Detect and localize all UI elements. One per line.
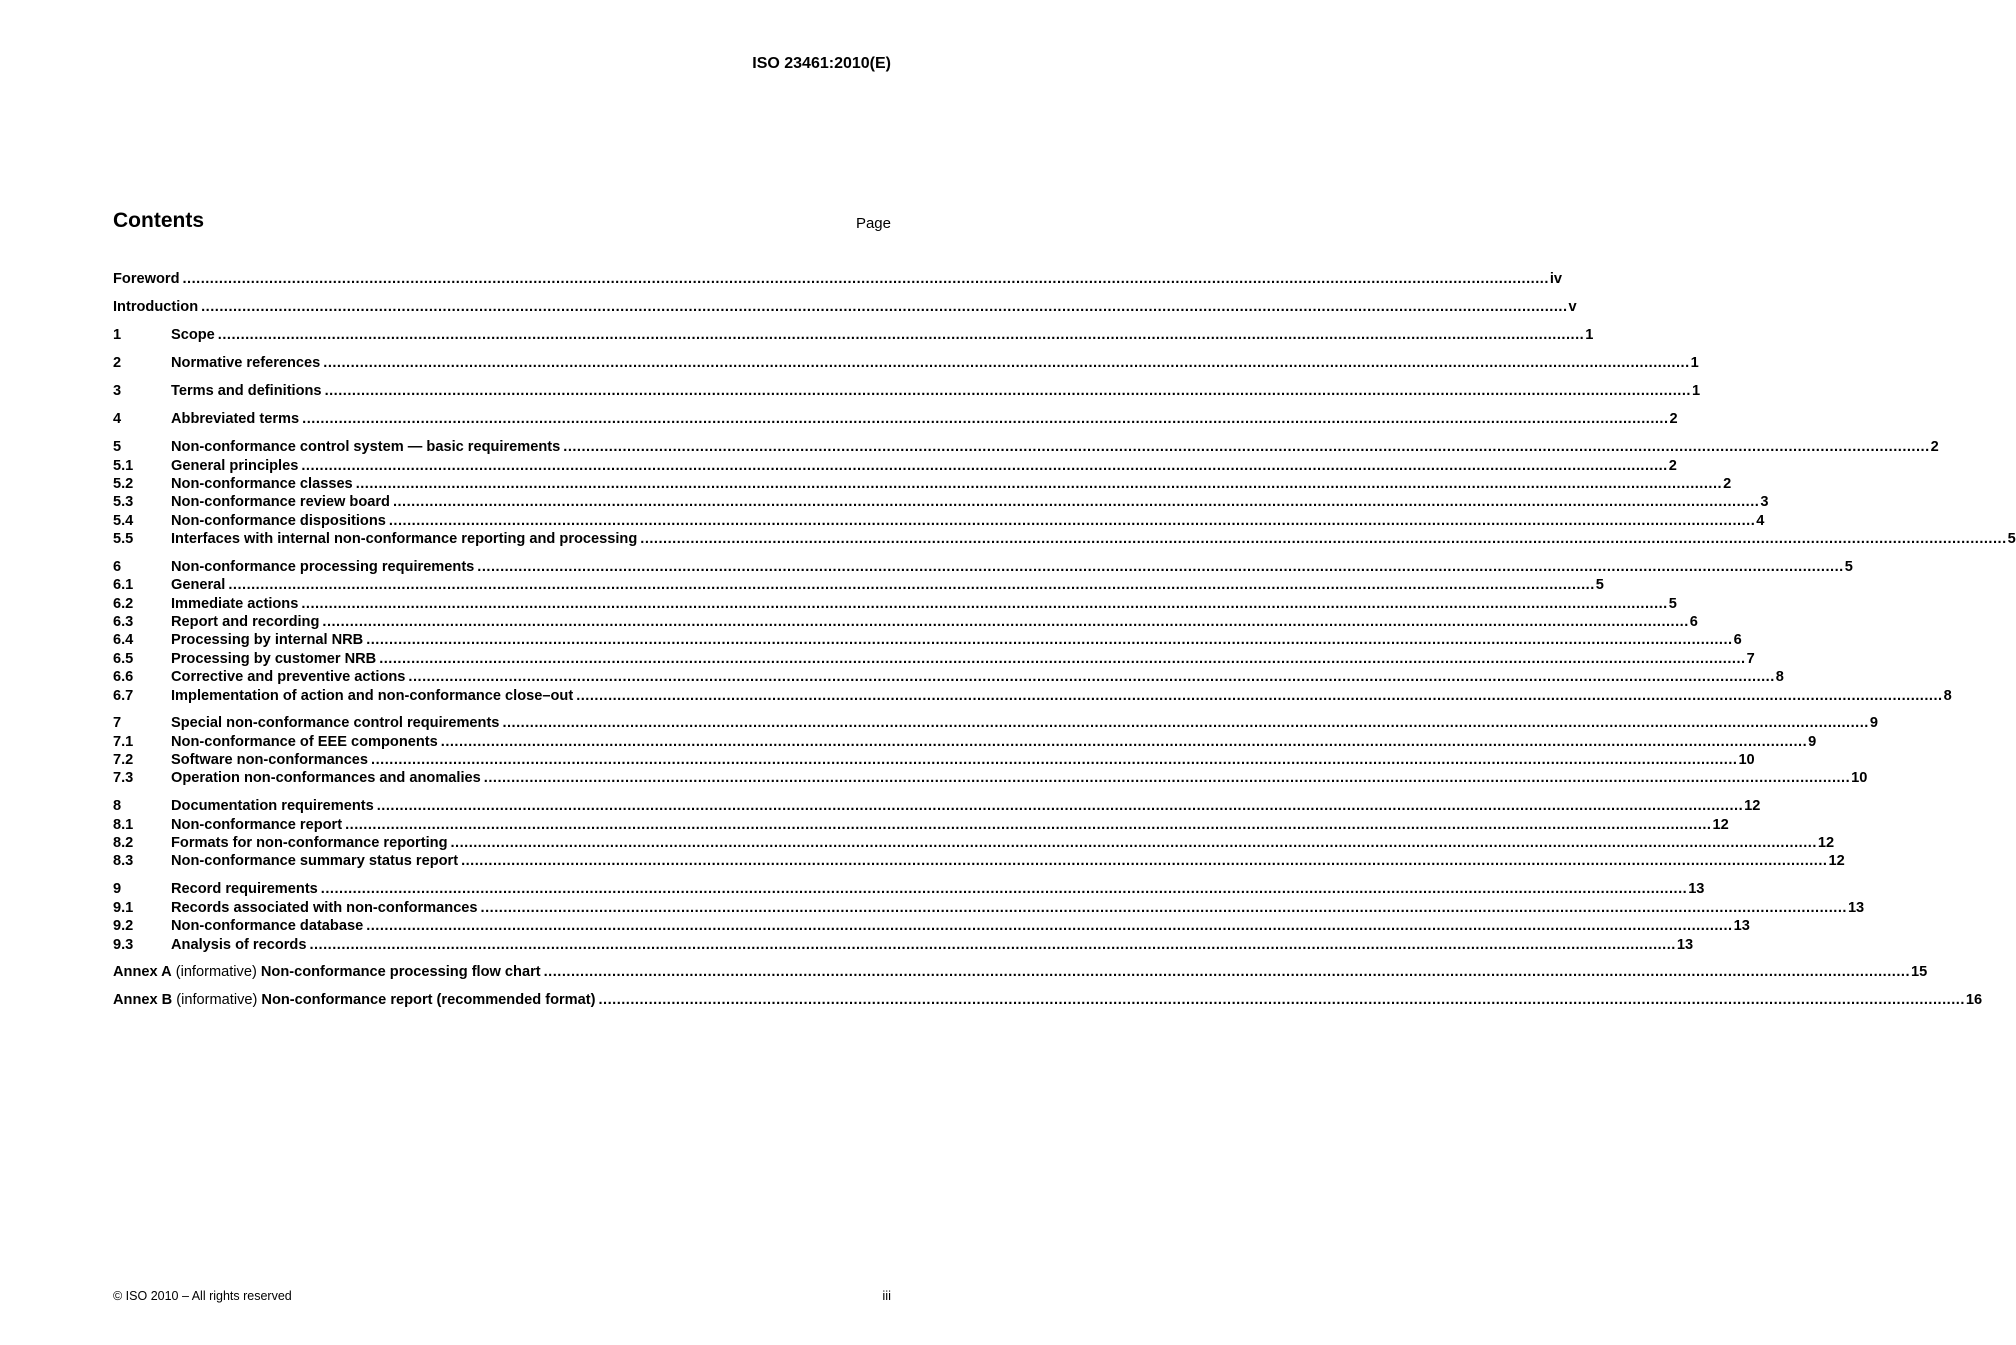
toc-entry-number: 3 — [113, 383, 122, 399]
toc-entry[interactable] — [113, 382, 1701, 400]
contents-title: Contents — [113, 209, 204, 232]
page-column-label: Page — [855, 215, 891, 232]
toc-entry-number: 6.6 — [113, 669, 134, 685]
toc-annex-entry[interactable] — [113, 963, 1928, 981]
toc-entry-page: 15 — [1911, 964, 1928, 980]
toc-entry-title: Processing by customer NRB — [171, 651, 377, 667]
toc-entry-page: 12 — [1828, 853, 1845, 869]
toc-entry-page: 12 — [1817, 835, 1835, 851]
toc-entry[interactable] — [113, 613, 1698, 631]
toc-entry-title: Non-conformance of EEE components — [171, 734, 438, 750]
toc-entry-title: Normative references — [171, 355, 321, 371]
toc-entry-title: Introduction — [113, 299, 199, 315]
toc-entry-page: 4 — [1756, 513, 1765, 529]
toc-leader-dots: ............................................................................................................................................................................................................................................................................................................ — [450, 835, 1817, 851]
toc-entry-number: 6.1 — [113, 577, 134, 593]
toc-entry[interactable] — [113, 475, 1732, 493]
toc-entry[interactable] — [113, 899, 1865, 917]
toc-entry[interactable] — [113, 631, 1742, 649]
toc-entry[interactable] — [113, 512, 1765, 530]
toc-annex-label: Annex A — [113, 964, 172, 980]
toc-entry[interactable] — [113, 298, 1577, 316]
toc-leader-dots: ............................................................................................................................................................................................................................................................................................................ — [217, 327, 1585, 343]
toc-leader-dots: ............................................................................................................................................................................................................................................................................................................ — [477, 559, 1844, 575]
toc-entry-title: Non-conformance review board — [171, 494, 390, 510]
toc-leader-dots: ............................................................................................................................................................................................................................................................................................................ — [502, 715, 1869, 731]
toc-entry-number: 5.1 — [113, 458, 134, 474]
toc-entry-page: 8 — [1943, 688, 1952, 704]
toc-entry-number: 5 — [113, 439, 122, 455]
toc-entry-number: 7.2 — [113, 752, 134, 768]
toc-leader-dots: ............................................................................................................................................................................................................................................................................................................ — [324, 383, 1691, 399]
toc-leader-dots: ............................................................................................................................................................................................................................................................................................................ — [483, 770, 1851, 786]
toc-entry-number: 6.7 — [113, 688, 134, 704]
toc-entry-page: v — [1568, 299, 1577, 315]
toc-entry-title: Records associated with non-conformances — [171, 900, 478, 916]
toc-entry[interactable] — [113, 797, 1761, 815]
toc-entry-title: Terms and definitions — [171, 383, 322, 399]
toc-entry-title: Non-conformance control system — basic requirements — [171, 439, 561, 455]
toc-entry-page: 13 — [1676, 937, 1694, 953]
toc-leader-dots: ............................................................................................................................................................................................................................................................................................................ — [440, 734, 1808, 750]
toc-leader-dots: ............................................................................................................................................................................................................................................................................................................ — [182, 271, 1549, 287]
toc-leader-dots: ............................................................................................................................................................................................................................................................................................................ — [640, 531, 2007, 547]
toc-entry[interactable] — [113, 733, 1817, 751]
toc-entry-title: Special non-conformance control requirements — [171, 715, 500, 731]
toc-entry-page: 12 — [1712, 817, 1729, 833]
toc-entry-number: 6.5 — [113, 651, 134, 667]
toc-entry-number: 6 — [113, 559, 122, 575]
toc-entry-title: Interfaces with internal non-conformance reporting and processing — [171, 531, 638, 547]
toc-entry[interactable] — [113, 576, 1604, 594]
toc-entry-page: 1 — [1690, 355, 1699, 371]
toc-annex-note: (informative) — [172, 992, 262, 1008]
toc-annex-label: Annex B — [113, 992, 173, 1008]
toc-leader-dots: ............................................................................................................................................................................................................................................................................................................ — [323, 355, 1690, 371]
toc-entry-page: 13 — [1688, 881, 1705, 897]
toc-entry-title: Corrective and preventive actions — [171, 669, 406, 685]
toc-entry[interactable] — [113, 326, 1594, 344]
toc-leader-dots: ............................................................................................................................................................................................................................................................................................................ — [376, 798, 1744, 814]
toc-entry[interactable] — [113, 438, 1939, 456]
toc-entry-title: Non-conformance summary status report — [171, 853, 459, 869]
toc-entry[interactable] — [113, 668, 1784, 686]
toc-entry-page: 13 — [1733, 918, 1750, 934]
footer-copyright: © ISO 2010 – All rights reserved — [113, 1289, 292, 1303]
toc-leader-dots: ............................................................................................................................................................................................................................................................................................................ — [598, 992, 1965, 1008]
toc-entry[interactable] — [113, 936, 1694, 954]
toc-entry[interactable] — [113, 880, 1705, 898]
toc-entry-page: 5 — [1595, 577, 1604, 593]
toc-entry-page: 5 — [1668, 596, 1677, 612]
toc-entry-page: 8 — [1775, 669, 1784, 685]
toc-entry-number: 4 — [113, 411, 122, 427]
toc-annex-note: (informative) — [171, 964, 261, 980]
toc-entry-number: 7.1 — [113, 734, 134, 750]
toc-entry[interactable] — [113, 558, 1853, 576]
toc-leader-dots: ............................................................................................................................................................................................................................................................................................................ — [371, 752, 1738, 768]
toc-entry-page: 7 — [1746, 651, 1755, 667]
toc-entry-page: 1 — [1691, 383, 1701, 399]
toc-entry-number: 6.4 — [113, 632, 134, 648]
toc-entry[interactable] — [113, 917, 1750, 935]
toc-leader-dots: ............................................................................................................................................................................................................................................................................................................ — [480, 900, 1847, 916]
toc-entry-page: 13 — [1847, 900, 1865, 916]
toc-leader-dots: ............................................................................................................................................................................................................................................................................................................ — [388, 513, 1756, 529]
toc-entry-number: 8.1 — [113, 817, 134, 833]
toc-leader-dots: ............................................................................................................................................................................................................................................................................................................ — [355, 476, 1723, 492]
toc-entry-page: 3 — [1760, 494, 1769, 510]
toc-entry-number: 9.1 — [113, 900, 134, 916]
toc-entry-title: Non-conformance dispositions — [171, 513, 386, 529]
toc-leader-dots: ............................................................................................................................................................................................................................................................................................................ — [301, 596, 1668, 612]
toc-entry-title: Non-conformance report — [171, 817, 343, 833]
toc-entry-number: 5.3 — [113, 494, 134, 510]
toc-entry-number: 6.2 — [113, 596, 134, 612]
toc-entry-title: Non-conformance database — [171, 918, 364, 934]
toc-leader-dots: ............................................................................................................................................................................................................................................................................................................ — [320, 881, 1688, 897]
toc-leader-dots: ............................................................................................................................................................................................................................................................................................................ — [322, 614, 1689, 630]
document-header: ISO 23461:2010(E) — [752, 55, 891, 72]
toc-entry[interactable] — [113, 354, 1699, 372]
toc-entry-number: 6.3 — [113, 614, 134, 630]
toc-entry-page: 16 — [1965, 992, 1983, 1008]
toc-entry[interactable] — [113, 852, 1845, 870]
toc-entry-page: 2 — [1723, 476, 1732, 492]
toc-leader-dots: ............................................................................................................................................................................................................................................................................................................ — [408, 669, 1775, 685]
toc-entry-title: Software non-conformances — [171, 752, 369, 768]
toc-entry-title: Immediate actions — [171, 596, 299, 612]
toc-entry-title: Documentation requirements — [171, 798, 374, 814]
toc-leader-dots: ............................................................................................................................................................................................................................................................................................................ — [576, 688, 1943, 704]
toc-leader-dots: ............................................................................................................................................................................................................................................................................................................ — [543, 964, 1911, 980]
toc-leader-dots: ............................................................................................................................................................................................................................................................................................................ — [309, 937, 1676, 953]
toc-annex-title: Non-conformance report (recommended format) — [261, 992, 596, 1008]
toc-entry[interactable] — [113, 816, 1729, 834]
toc-entry[interactable] — [113, 714, 1878, 732]
toc-entry-number: 7.3 — [113, 770, 134, 786]
toc-entry-page: 2 — [1668, 458, 1677, 474]
toc-annex-heading — [113, 991, 598, 1009]
toc-entry-number: 5.4 — [113, 513, 134, 529]
toc-entry-page: 9 — [1808, 734, 1817, 750]
toc-entry-title: Scope — [171, 327, 215, 343]
toc-entry[interactable] — [113, 650, 1755, 668]
toc-entry-title: Analysis of records — [171, 937, 307, 953]
toc-leader-dots: ............................................................................................................................................................................................................................................................................................................ — [228, 577, 1595, 593]
toc-entry-number: 8.3 — [113, 853, 134, 869]
toc-entry-page: 10 — [1738, 752, 1755, 768]
toc-leader-dots: ............................................................................................................................................................................................................................................................................................................ — [461, 853, 1828, 869]
toc-entry-number: 8.2 — [113, 835, 134, 851]
toc-leader-dots: ............................................................................................................................................................................................................................................................................................................ — [201, 299, 1568, 315]
toc-entry-title: Formats for non-conformance reporting — [171, 835, 448, 851]
toc-entry-title: Processing by internal NRB — [171, 632, 364, 648]
toc-entry-page: 5 — [2007, 531, 2016, 547]
toc-entry-page: 5 — [1844, 559, 1853, 575]
toc-leader-dots: ............................................................................................................................................................................................................................................................................................................ — [301, 458, 1668, 474]
toc-entry-number: 9 — [113, 881, 122, 897]
toc-annex-heading — [113, 963, 544, 981]
toc-entry[interactable] — [113, 834, 1835, 852]
toc-entry-title: Foreword — [113, 271, 180, 287]
toc-entry-number: 9.3 — [113, 937, 134, 953]
toc-entry-title: Implementation of action and non-conformance close–out — [171, 688, 574, 704]
toc-entry-title: Record requirements — [171, 881, 318, 897]
toc-entry-page: 9 — [1869, 715, 1878, 731]
toc-leader-dots: ............................................................................................................................................................................................................................................................................................................ — [302, 411, 1669, 427]
toc-entry-page: 10 — [1851, 770, 1868, 786]
toc-entry[interactable] — [113, 595, 1677, 613]
toc-annex-entry[interactable] — [113, 991, 1983, 1009]
toc-entry-number: 2 — [113, 355, 122, 371]
toc-leader-dots: ............................................................................................................................................................................................................................................................................................................ — [345, 817, 1712, 833]
toc-entry[interactable] — [113, 687, 1952, 705]
toc-annex-title: Non-conformance processing flow chart — [260, 964, 541, 980]
toc-entry-page: 2 — [1669, 411, 1678, 427]
toc-entry-page: 2 — [1930, 439, 1939, 455]
toc-entry-number: 5.5 — [113, 531, 134, 547]
toc-entry-page: 6 — [1733, 632, 1742, 648]
toc-entry[interactable] — [113, 270, 1563, 288]
toc-leader-dots: ............................................................................................................................................................................................................................................................................................................ — [366, 918, 1733, 934]
toc-entry-title: Non-conformance processing requirements — [171, 559, 475, 575]
toc-entry-page: 12 — [1744, 798, 1761, 814]
toc-leader-dots: ............................................................................................................................................................................................................................................................................................................ — [563, 439, 1930, 455]
toc-entry[interactable] — [113, 493, 1769, 511]
toc-entry-number: 1 — [113, 327, 122, 343]
toc-entry-number: 7 — [113, 715, 122, 731]
footer-page-number: iii — [882, 1288, 891, 1303]
toc-entry[interactable] — [113, 410, 1678, 428]
toc-entry-title: General principles — [171, 458, 299, 474]
toc-entry-number: 5.2 — [113, 476, 134, 492]
toc-entry-number: 9.2 — [113, 918, 134, 934]
toc-entry-page: 6 — [1689, 614, 1698, 630]
toc-entry[interactable] — [113, 751, 1755, 769]
toc-entry-title: Non-conformance classes — [171, 476, 353, 492]
toc-entry-title: General — [171, 577, 226, 593]
toc-entry[interactable] — [113, 457, 1677, 475]
toc-entry-page: iv — [1549, 271, 1563, 287]
toc-entry-title: Operation non-conformances and anomalies — [171, 770, 481, 786]
toc-entry[interactable] — [113, 530, 2016, 548]
toc-entry-title: Abbreviated terms — [171, 411, 300, 427]
toc-entry-number: 8 — [113, 798, 122, 814]
toc-entry-title: Report and recording — [171, 614, 320, 630]
toc-leader-dots: ............................................................................................................................................................................................................................................................................................................ — [392, 494, 1760, 510]
toc-entry[interactable] — [113, 769, 1868, 787]
toc-leader-dots: ............................................................................................................................................................................................................................................................................................................ — [366, 632, 1733, 648]
toc-entry-page: 1 — [1585, 327, 1594, 343]
toc-leader-dots: ............................................................................................................................................................................................................................................................................................................ — [379, 651, 1746, 667]
